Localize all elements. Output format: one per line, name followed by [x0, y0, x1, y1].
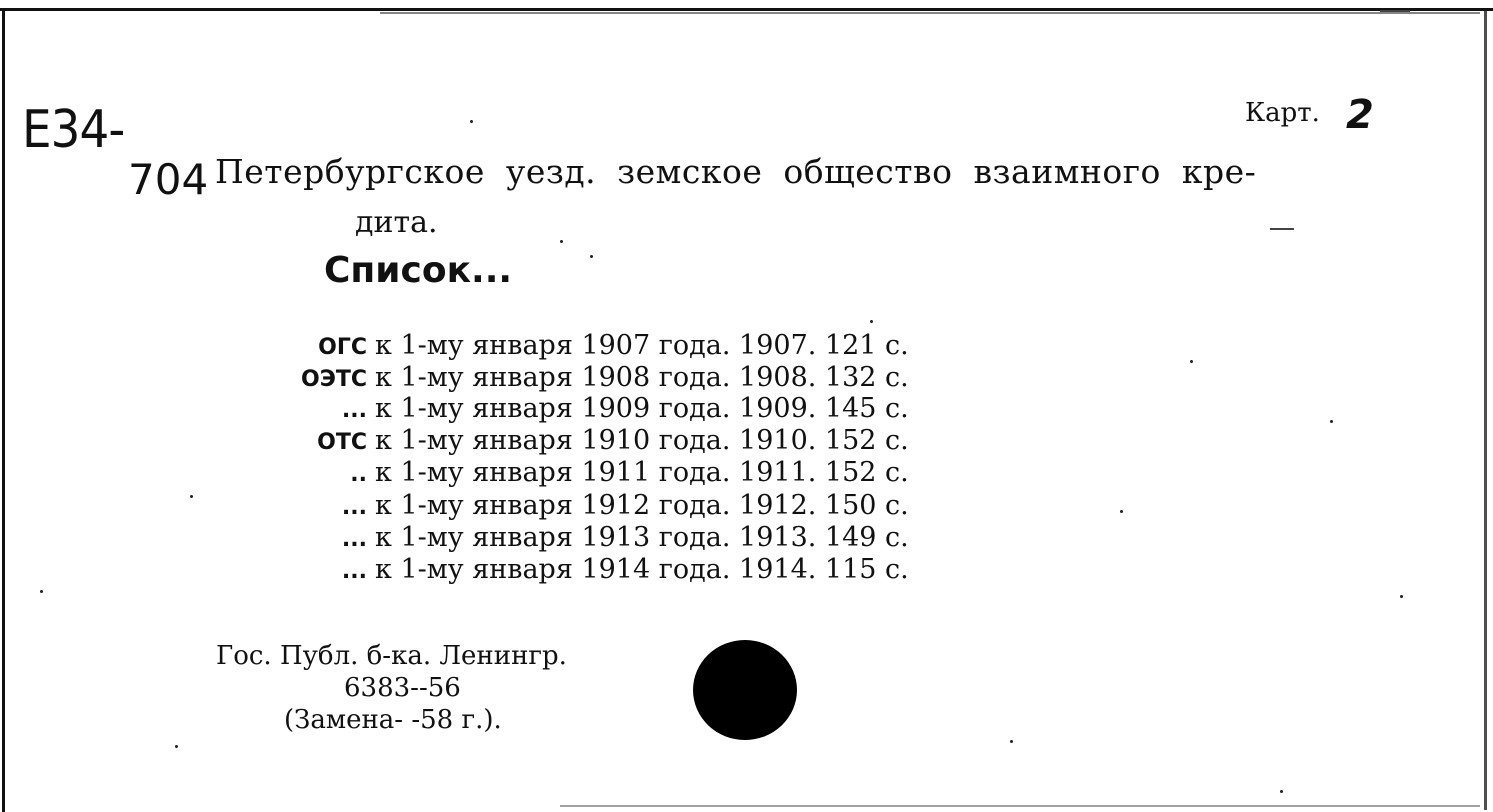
card-top-edge-inner — [380, 12, 1480, 14]
entry-mark: ОЭТС — [301, 367, 367, 392]
entry-text: к 1-му января 1913 года. 1913. 149 с. — [375, 522, 909, 553]
entry-mark: ... — [341, 495, 367, 520]
card-top-edge — [0, 8, 1493, 11]
entry-mark: ... — [341, 527, 367, 552]
list-item — [272, 522, 909, 554]
scan-speck — [1190, 360, 1193, 363]
scan-speck — [190, 495, 193, 498]
scan-speck — [1010, 740, 1013, 743]
title-line2: дита. — [355, 205, 438, 240]
list-item — [272, 457, 909, 489]
card-label: Карт. — [1245, 98, 1320, 128]
scan-speck — [870, 320, 873, 323]
entry-mark: ... — [341, 398, 367, 423]
shelfmark-line1: Е34- — [22, 100, 125, 160]
entry-mark: .. — [350, 462, 367, 487]
scan-speck — [1330, 420, 1333, 423]
list-item — [272, 490, 909, 522]
scan-speck — [560, 240, 563, 243]
entry-mark: ОТС — [317, 430, 367, 455]
scan-speck — [1270, 228, 1294, 230]
list-item — [272, 554, 909, 586]
entry-text: к 1-му января 1908 года. 1908. 132 с. — [375, 362, 909, 393]
title-line1: Петербургское уезд. земское общество взаимного кре- — [215, 152, 1257, 191]
heading: Список... — [324, 250, 513, 291]
card-right-edge — [1484, 10, 1487, 810]
library-line3: (Замена- -58 г.). — [284, 705, 502, 735]
scan-speck — [1380, 10, 1410, 12]
entry-mark: ОГС — [318, 335, 367, 360]
entry-text: к 1-му января 1911 года. 1911. 152 с. — [375, 457, 909, 488]
library-line1: Гос. Публ. б-ка. Ленингр. — [216, 641, 567, 671]
scan-speck — [175, 745, 178, 748]
scan-speck — [470, 120, 473, 123]
scan-speck — [590, 255, 593, 258]
list-item — [272, 425, 909, 457]
entry-text: к 1-му января 1912 года. 1912. 150 с. — [375, 490, 909, 521]
entry-text: к 1-му января 1914 года. 1914. 115 с. — [375, 554, 909, 585]
entry-text: к 1-му января 1910 года. 1910. 152 с. — [375, 425, 909, 456]
list-item — [272, 330, 909, 362]
entry-mark: ... — [341, 559, 367, 584]
punch-hole — [693, 640, 797, 740]
card-left-edge — [2, 8, 5, 812]
scan-speck — [1280, 790, 1283, 793]
entry-text: к 1-му января 1907 года. 1907. 121 с. — [375, 330, 909, 361]
card-bottom-edge — [560, 805, 1480, 807]
entry-text: к 1-му января 1909 года. 1909. 145 с. — [375, 393, 909, 424]
library-stamp — [216, 640, 567, 735]
list-item — [272, 362, 909, 394]
card-number: 2 — [1346, 92, 1374, 138]
scan-speck — [1400, 595, 1403, 598]
library-line2: 6383--56 — [344, 673, 461, 703]
scan-speck — [40, 590, 43, 593]
list-item — [272, 393, 909, 425]
shelfmark-line2: 704 — [128, 155, 209, 204]
scan-speck — [1120, 510, 1123, 513]
